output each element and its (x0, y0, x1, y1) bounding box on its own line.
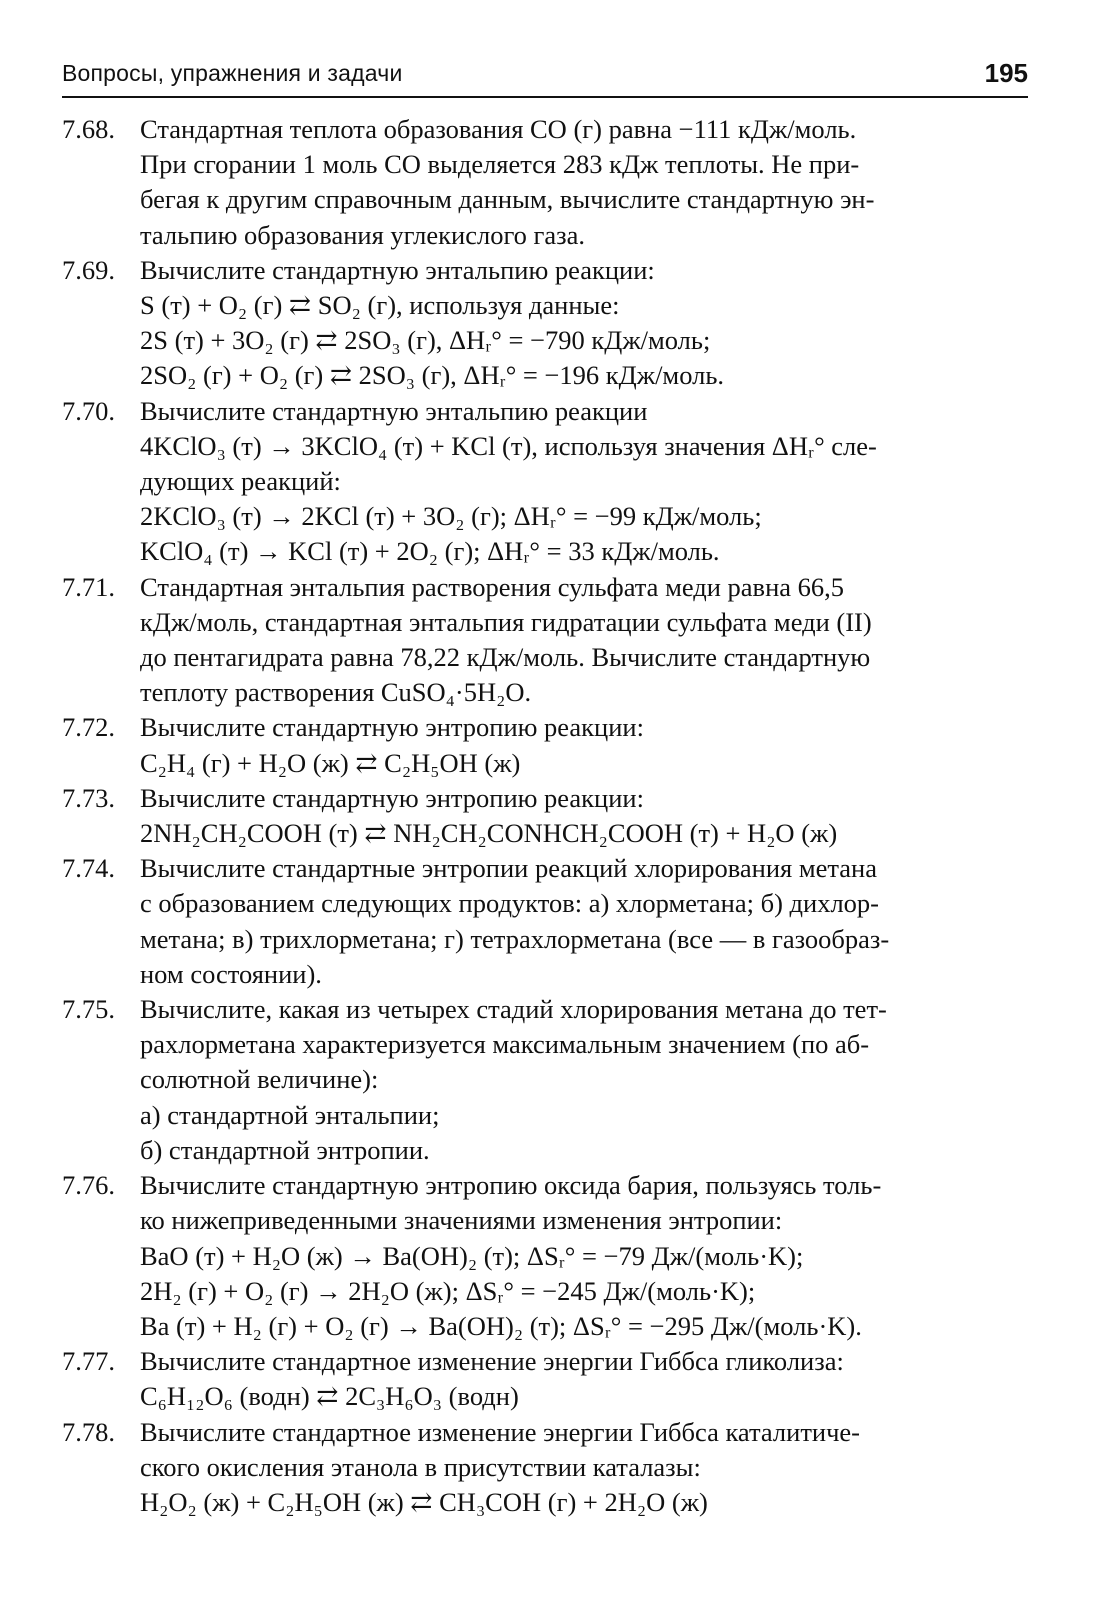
problem-item (62, 1168, 1028, 1344)
text-line: а) стандартной энтальпии; (140, 1099, 440, 1130)
text-line: S (т) + O₂ (г) ⇄ SO₂ (г), используя данные: (140, 290, 620, 321)
text-line: Вычислите стандартную энтальпию реакции (140, 395, 648, 426)
text-line: до пентагидрата равна 78,22 кДж/моль. Вычислите стандартную (140, 642, 871, 673)
problem-item (62, 710, 1028, 780)
text-line: ко нижеприведенными значениями изменения энтропии: (140, 1205, 783, 1236)
text-line: C₆H₁₂O₆ (водн) ⇄ 2C₃H₆O₃ (водн) (140, 1381, 519, 1412)
problem-item (62, 394, 1028, 570)
text-line: теплоту растворения CuSO₄·5H₂O. (140, 677, 532, 708)
running-header (62, 58, 1028, 98)
problem-text (140, 1415, 1028, 1521)
text-line: ном состоянии). (140, 958, 322, 989)
text-line: Вычислите стандартную энтропию реакции: (140, 712, 644, 743)
problem-item (62, 112, 1028, 253)
problem-item (62, 781, 1028, 851)
text-line: 2NH₂CH₂COOH (т) ⇄ NH₂CH₂CONHCH₂COOH (т) + H₂O (ж) (140, 818, 838, 849)
problem-item (62, 992, 1028, 1168)
text-line: 2S (т) + 3O₂ (г) ⇄ 2SO₃ (г), ΔHᵣ° = −790 кДж/моль; (140, 325, 711, 356)
problem-number: 7.69. (62, 254, 115, 285)
problem-text (140, 781, 1028, 851)
text-line: KClO₄ (т) → KCl (т) + 2O₂ (г); ΔHᵣ° = 33 кДж/моль. (140, 536, 720, 567)
text-line: Вычислите стандартную энтропию реакции: (140, 782, 644, 813)
problem-text (140, 710, 1028, 780)
problem-number: 7.73. (62, 782, 115, 813)
problem-item (62, 1344, 1028, 1414)
problem-number: 7.76. (62, 1170, 115, 1201)
text-line: рахлорметана характеризуется максимальным значением (по аб- (140, 1029, 870, 1060)
text-line: солютной величине): (140, 1064, 379, 1095)
problem-text (140, 992, 1028, 1168)
text-line: H₂O₂ (ж) + C₂H₅OH (ж) ⇄ CH₃COH (г) + 2H₂O (ж) (140, 1486, 708, 1517)
text-line: Вычислите стандартную энтальпию реакции: (140, 254, 655, 285)
problem-text (140, 253, 1028, 394)
problem-item (62, 1415, 1028, 1521)
problem-number: 7.72. (62, 712, 115, 743)
text-line: ского окисления этанола в присутствии каталазы: (140, 1451, 701, 1482)
problem-item (62, 851, 1028, 992)
text-line: 4KClO₃ (т) → 3KClO₄ (т) + KCl (т), используя значения ΔHᵣ° сле- (140, 430, 877, 461)
text-line: Ba (т) + H₂ (г) + O₂ (г) → Ba(OH)₂ (т); ΔSᵣ° = −295 Дж/(моль·K). (140, 1310, 862, 1341)
text-line: Стандартная теплота образования CO (г) равна −111 кДж/моль. (140, 114, 857, 144)
problem-text (140, 570, 1028, 711)
text-line: кДж/моль, стандартная энтальпия гидратации сульфата меди (II) (140, 606, 872, 637)
problem-number: 7.71. (62, 571, 115, 602)
text-line: Вычислите стандартное изменение энергии Гиббса каталитиче- (140, 1416, 860, 1447)
problem-text (140, 851, 1028, 992)
text-line: бегая к другим справочным данным, вычислите стандартную эн- (140, 184, 875, 215)
problem-item (62, 570, 1028, 711)
problem-text (140, 1168, 1028, 1344)
text-line: Вычислите стандартные энтропии реакций хлорирования метана (140, 853, 878, 884)
text-line: Вычислите, какая из четырех стадий хлорирования метана до тет- (140, 994, 887, 1025)
problem-number: 7.70. (62, 395, 115, 426)
text-line: Стандартная энтальпия растворения сульфата меди равна 66,5 (140, 571, 845, 602)
problem-text (140, 1344, 1028, 1414)
text-line: дующих реакций: (140, 466, 341, 497)
text-line: BaO (т) + H₂O (ж) → Ba(OH)₂ (т); ΔSᵣ° = −79 Дж/(моль·K); (140, 1240, 804, 1271)
text-line: Вычислите стандартную энтропию оксида бария, пользуясь толь- (140, 1170, 882, 1201)
problem-number: 7.68. (62, 114, 115, 144)
problem-list (62, 112, 1028, 1520)
problem-number: 7.78. (62, 1416, 115, 1447)
problem-number: 7.74. (62, 853, 115, 884)
section-title: Вопросы, упражнения и задачи (62, 60, 403, 86)
text-line: 2H₂ (г) + O₂ (г) → 2H₂O (ж); ΔSᵣ° = −245 Дж/(моль·K); (140, 1275, 756, 1306)
problem-number: 7.75. (62, 994, 115, 1025)
text-line: 2KClO₃ (т) → 2KCl (т) + 3O₂ (г); ΔHᵣ° = −99 кДж/моль; (140, 501, 762, 532)
text-line: с образованием следующих продуктов: а) хлорметана; б) дихлор- (140, 888, 879, 919)
problem-text (140, 112, 1028, 253)
text-line: метана; в) трихлорметана; г) тетрахлорметана (все — в газообраз- (140, 923, 890, 954)
text-line: б) стандартной энтропии. (140, 1134, 430, 1165)
problem-number: 7.77. (62, 1346, 115, 1377)
text-line: При сгорании 1 моль CO выделяется 283 кДж теплоты. Не при- (140, 149, 860, 180)
problem-item (62, 253, 1028, 394)
text-line: Вычислите стандартное изменение энергии Гиббса гликолиза: (140, 1346, 844, 1377)
text-line: тальпию образования углекислого газа. (140, 219, 586, 250)
problem-text (140, 394, 1028, 570)
text-line: C₂H₄ (г) + H₂O (ж) ⇄ C₂H₅OH (ж) (140, 747, 521, 778)
text-line: 2SO₂ (г) + O₂ (г) ⇄ 2SO₃ (г), ΔHᵣ° = −196 кДж/моль. (140, 360, 725, 391)
page-number: 195 (984, 58, 1028, 88)
